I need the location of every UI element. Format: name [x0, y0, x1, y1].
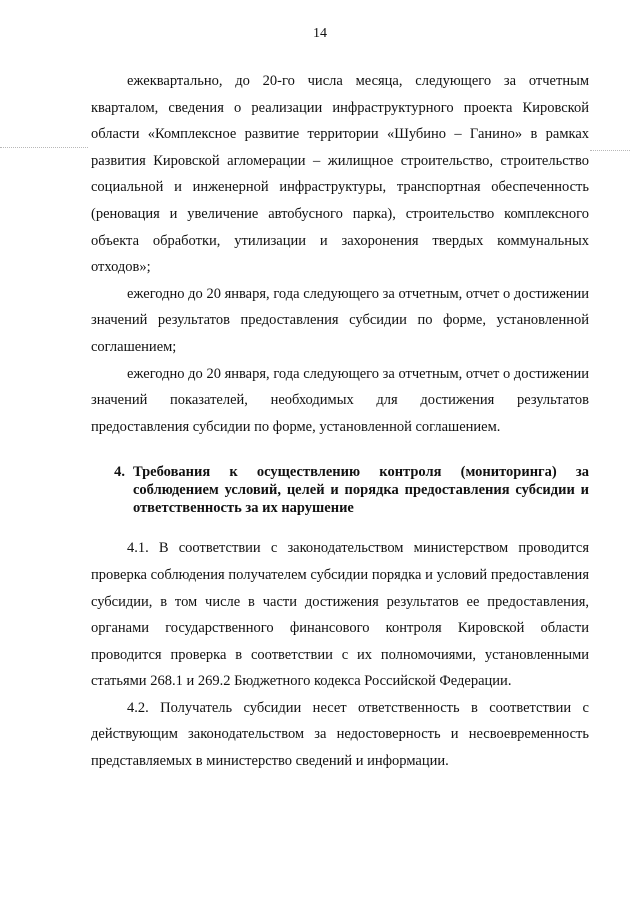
- paragraph-4-1: 4.1. В соответствии с законодательством министерством проводится проверка соблюдения получателем субсидии порядка и условий предоставления субсидии, в том числе в части достижения результатов ее предоставления, органами государственного финансового контроля Кировской области проводится проверка в соответствии с их полномочиями, установленными статьями 268.1 и 269.2 Бюджетного кодекса Российской Федерации.: [91, 540, 589, 690]
- document-body: [91, 68, 589, 775]
- paragraph-annual-results-report: ежегодно до 20 января, года следующего за отчетным, отчет о достижении значений результатов предоставления субсидии по форме, установленной соглашением;: [91, 285, 589, 355]
- paragraph-4-2: 4.2. Получатель субсидии несет ответственность в соответствии с действующим законодательством за недостоверность и несвоевременность представляемых в министерство сведений и информации.: [91, 699, 589, 770]
- section-number: 4.: [114, 464, 125, 481]
- scan-artifact-right: [590, 150, 630, 153]
- scan-artifact-left: [0, 147, 88, 150]
- paragraph-quarterly-report: ежеквартально, до 20-го числа месяца, следующего за отчетным кварталом, сведения о реализации инфраструктурного проекта Кировской области «Комплексное развитие территории «Шубино – Ганино» в рамках развития Кировской агломерации – жилищное строительство, строительство социальной и инженерной инфраструктуры, транспортная обеспеченность (реновация и увеличение автобусного парка), строительство комплексного объекта обработки, утилизации и захоронения твердых коммунальных отходов»;: [91, 73, 589, 276]
- section-title: Требования к осуществлению контроля (мониторинга) за соблюдением условий, целей и порядка предоставления субсидии и ответственность за их нарушение: [133, 464, 589, 517]
- section-heading: [91, 463, 589, 517]
- paragraph-annual-indicators-report: ежегодно до 20 января, года следующего за отчетным, отчет о достижении значений показателей, необходимых для достижения результатов предоставления субсидии по форме, установленной соглашением.: [91, 365, 589, 435]
- page-number: 14: [313, 26, 327, 41]
